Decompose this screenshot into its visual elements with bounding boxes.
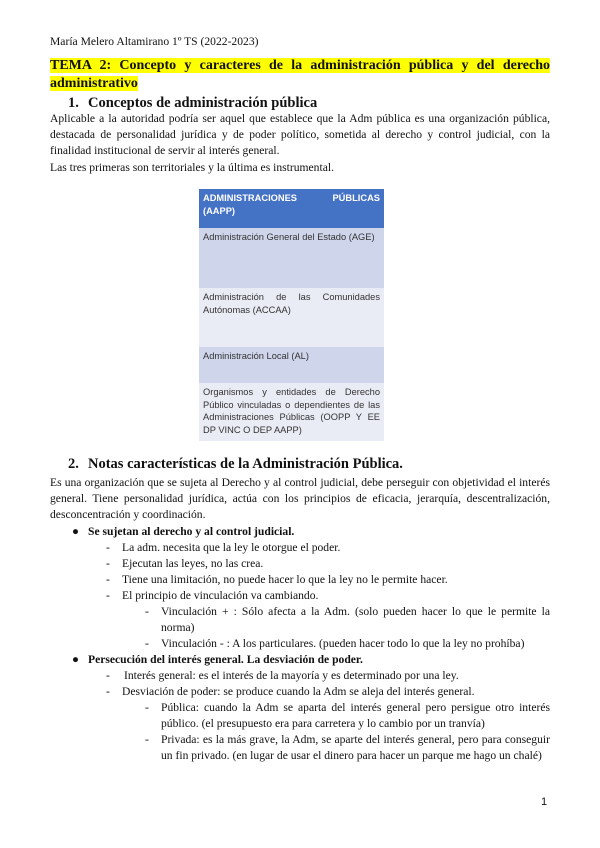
list-item [106, 668, 459, 684]
sub-list-item [145, 636, 525, 652]
dash-icon: - [145, 733, 149, 746]
table-row: Administración Local (AL) [199, 347, 384, 383]
dash-icon: - [106, 557, 110, 570]
section-1-heading [68, 95, 317, 112]
item-text: Tiene una limitación, no puede hacer lo que la ley no le permite hacer. [122, 573, 448, 586]
section-title: Notas características de la Administración Pública. [88, 456, 403, 472]
item-text: Desviación de poder: se produce cuando la Adm se aleja del interés general. [122, 685, 475, 698]
section-1-note: Las tres primeras son territoriales y la última es instrumental. [50, 161, 334, 174]
dash-icon: - [106, 573, 110, 586]
aapp-table [199, 189, 384, 441]
section-number: 2. [68, 456, 79, 472]
table-header: ADMINISTRACIONES PÚBLICAS (AAPP) [199, 189, 384, 228]
table-row: Organismos y entidades de Derecho Público vinculadas o dependientes de las Administraciones Públicas (OOPP Y EE DP VINC O DEP AAPP) [199, 383, 384, 441]
dash-icon: - [106, 541, 110, 554]
dash-icon: - [106, 589, 110, 602]
title-text: TEMA 2: Concepto y caracteres de la administración pública y del derecho administrativo [50, 58, 550, 91]
sub-list-item [145, 604, 550, 636]
section-1-paragraph: Aplicable a la autoridad podría ser aquel que establece que la Adm pública es una organización pública, destacada de personalidad jurídica y de poder político, sometida al derecho y control judicial, con la finalidad institucional de servir al interés general. [50, 112, 550, 158]
list-item [106, 588, 319, 604]
bullet-item [72, 652, 363, 668]
item-text: Vinculación - : A los particulares. (pueden hacer todo lo que la ley no prohíba) [161, 637, 525, 650]
item-text: Ejecutan las leyes, no las crea. [122, 557, 264, 570]
item-text: Pública: cuando la Adm se aparta del interés general pero persigue otro interés público. (el presupuesto era para carretera y lo cambio por un tranvía) [161, 701, 550, 731]
bullet-icon: ● [72, 525, 80, 538]
item-text: Privada: es la más grave, la Adm, se aparte del interés general, pero para conseguir un fin privado. (en lugar de usar el dinero para hacer un parque me hago un chalé) [161, 733, 550, 763]
dash-icon: - [145, 637, 149, 650]
dash-icon: - [145, 701, 149, 714]
list-item [106, 540, 341, 556]
section-2-heading [68, 456, 403, 473]
item-text: Vinculación + : Sólo afecta a la Adm. (solo pueden hacer lo que le permite la norma) [161, 605, 550, 635]
list-item [106, 556, 264, 572]
page-number: 1 [541, 796, 548, 808]
list-item [106, 684, 475, 700]
document-title [50, 57, 550, 93]
table-row: Administración General del Estado (AGE) [199, 228, 384, 288]
dash-icon: - [106, 669, 110, 682]
document-header: María Melero Altamirano 1º TS (2022-2023) [50, 35, 259, 48]
dash-icon: - [106, 685, 110, 698]
item-text: La adm. necesita que la ley le otorgue el poder. [122, 541, 341, 554]
bullet-icon: ● [72, 653, 80, 666]
dash-icon: - [145, 605, 149, 618]
sub-list-item [145, 732, 550, 764]
section-2-paragraph: Es una organización que se sujeta al Derecho y al control judicial, debe perseguir con objetividad el interés general. Tiene personalidad jurídica, actúa con los principios de eficacia, jerarquía, descentralización, desconcentración y coordinación. [50, 476, 550, 522]
item-text: Interés general: es el interés de la mayoría y es determinado por una ley. [124, 669, 459, 682]
sub-list-item [145, 700, 550, 732]
bullet-item [72, 524, 295, 540]
list-item [106, 572, 448, 588]
item-text: El principio de vinculación va cambiando. [122, 589, 319, 602]
table-row: Administración de las Comunidades Autónomas (ACCAA) [199, 288, 384, 347]
bullet-title: Persecución del interés general. La desviación de poder. [88, 653, 363, 666]
section-number: 1. [68, 95, 79, 111]
bullet-title: Se sujetan al derecho y al control judicial. [88, 525, 295, 538]
section-title: Conceptos de administración pública [88, 95, 318, 111]
